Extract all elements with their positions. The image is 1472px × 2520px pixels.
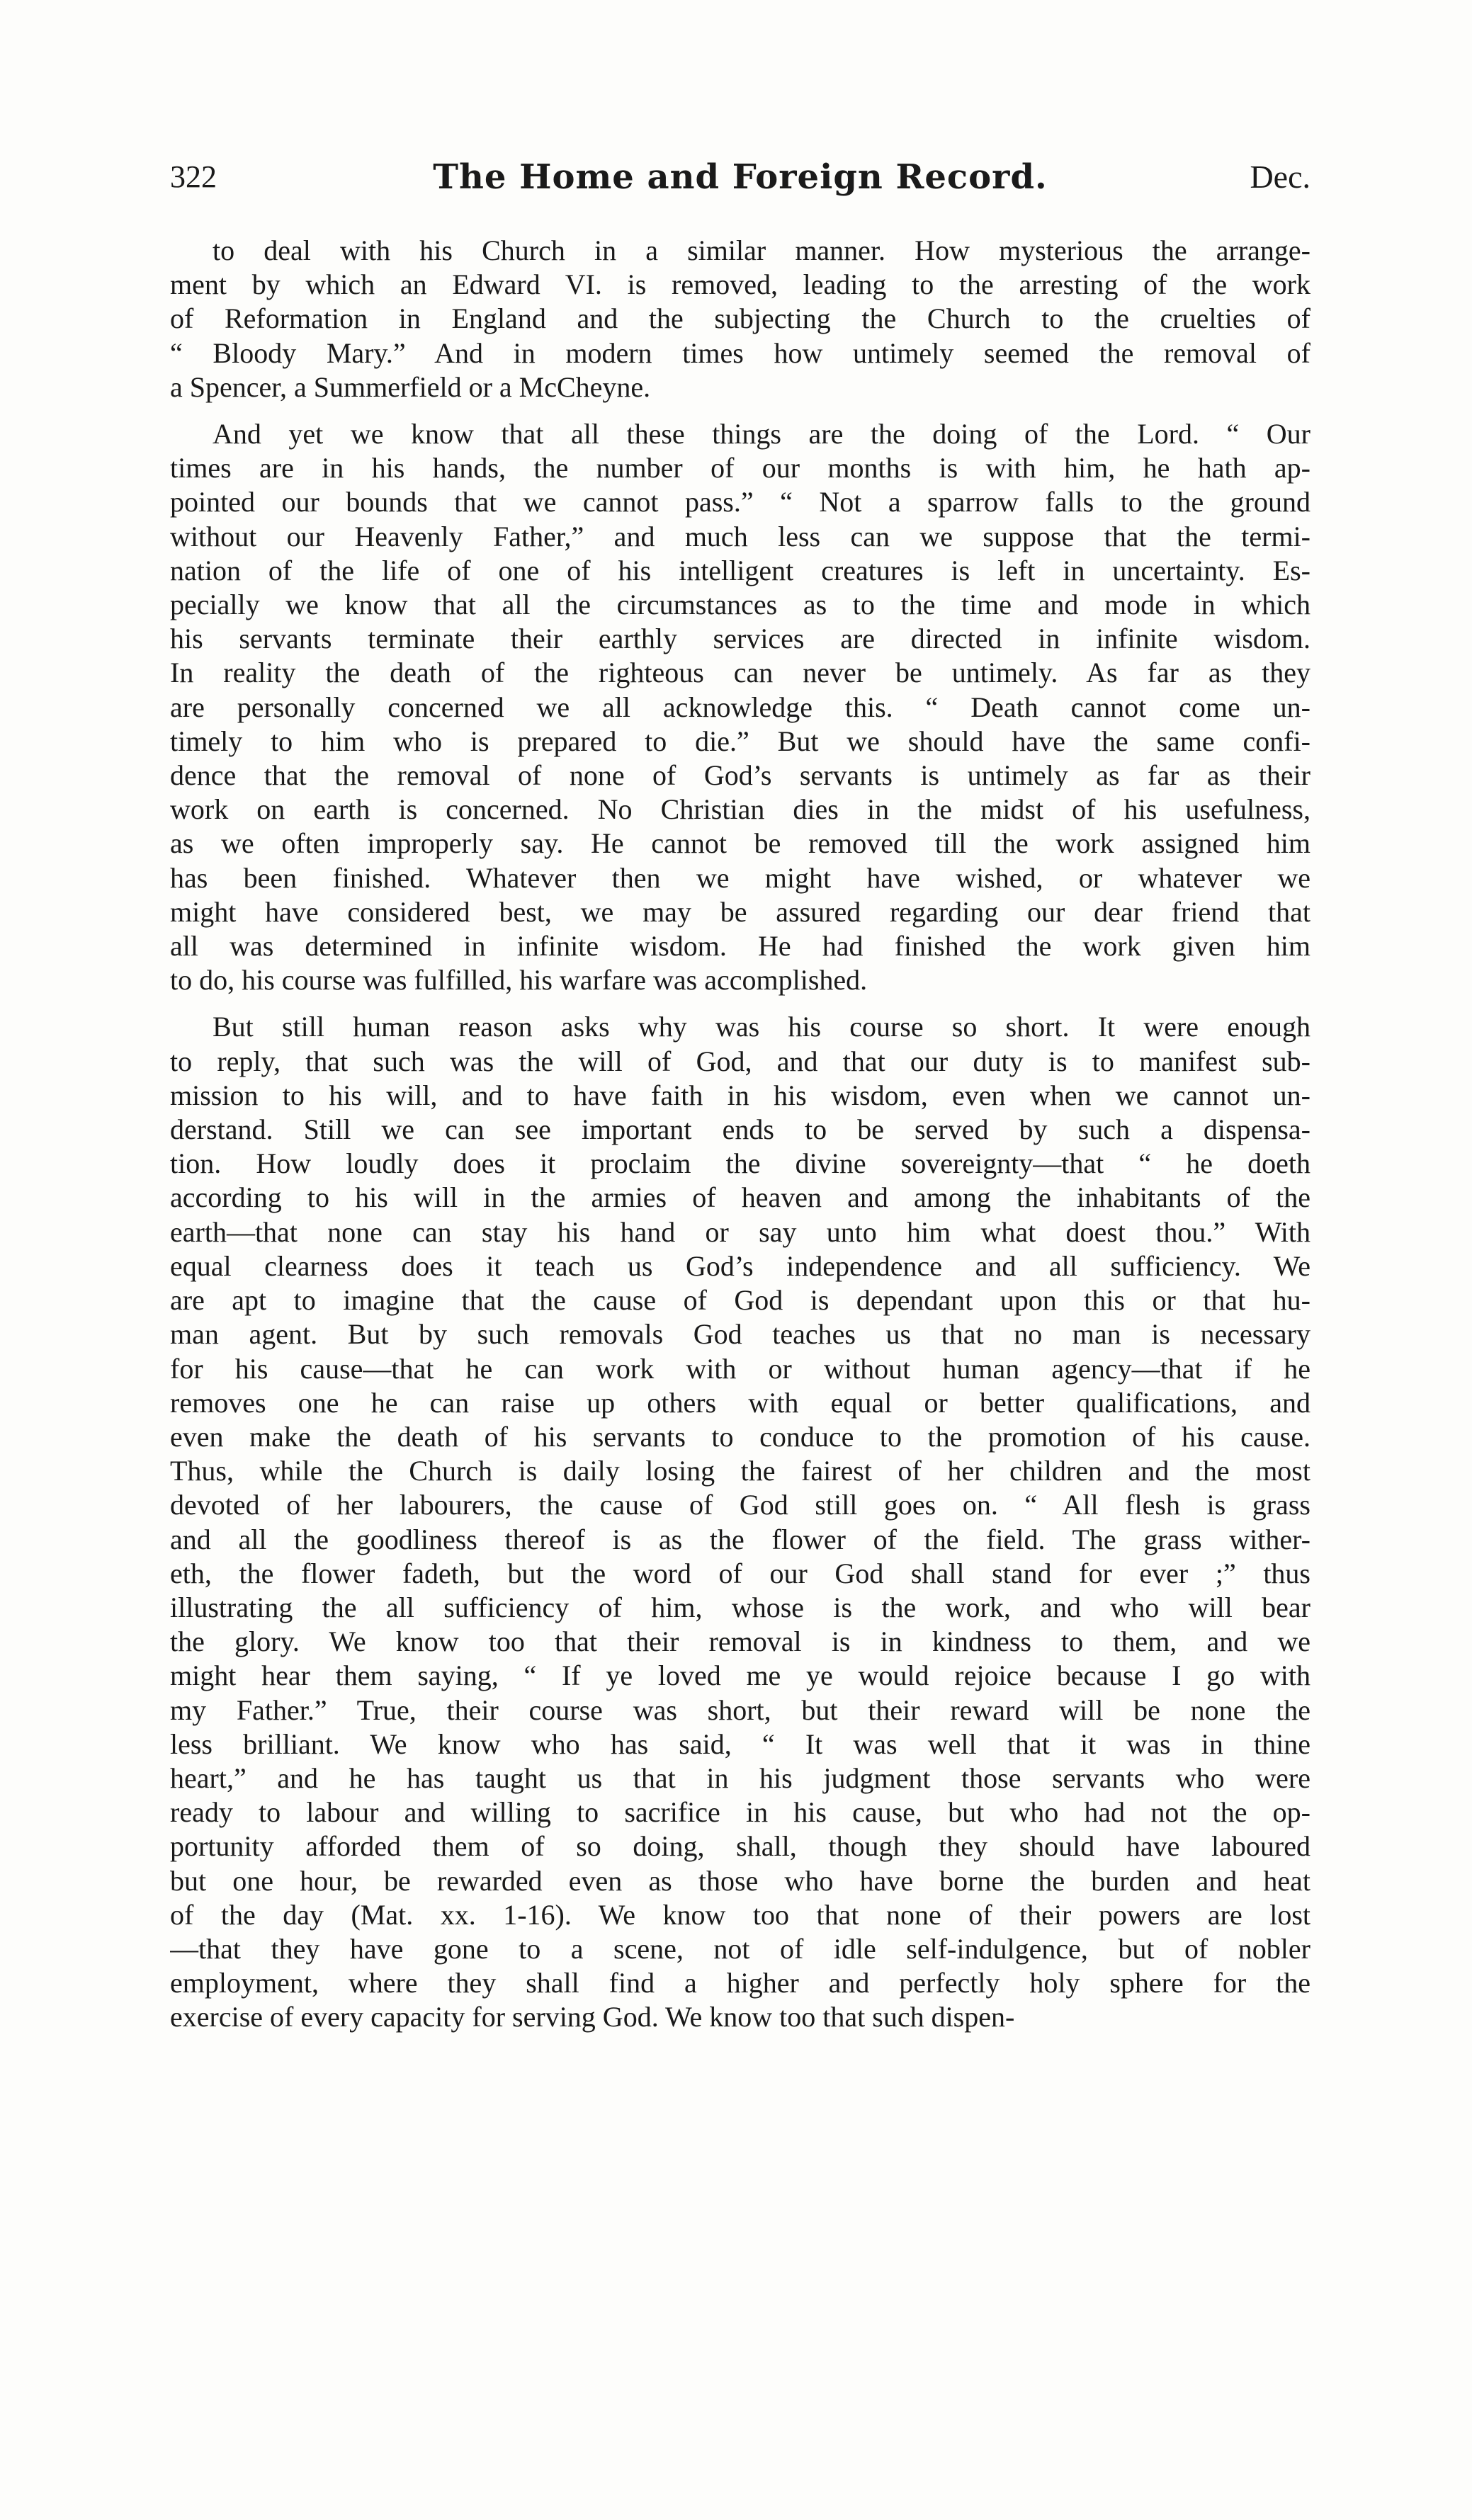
text-line: mission to his will, and to have faith in his wisdom, even when we cannot un-	[170, 1079, 1310, 1111]
text-line: devoted of her labourers, the cause of God still goes on. “ All flesh is grass	[170, 1489, 1310, 1521]
text-line: the glory. We know too that their removal is in kindness to them, and we	[170, 1625, 1310, 1658]
text-line: for his cause—that he can work with or without human agency—that if he	[170, 1352, 1310, 1385]
text-line: are apt to imagine that the cause of God is dependant upon this or that hu-	[170, 1284, 1310, 1317]
text-line: my Father.” True, their course was short, but their reward will be none the	[170, 1693, 1310, 1726]
text-line: work on earth is concerned. No Christian dies in the midst of his usefulness,	[170, 793, 1310, 826]
text-line: “ Bloody Mary.” And in modern times how untimely seemed the removal of	[170, 336, 1310, 369]
text-line: as we often improperly say. He cannot be removed till the work assigned him	[170, 827, 1310, 860]
text-line: removes one he can raise up others with equal or better qualifications, and	[170, 1386, 1310, 1419]
text-line: might hear them saying, “ If ye loved me ye would rejoice because I go with	[170, 1659, 1310, 1692]
text-line: his servants terminate their earthly services are directed in infinite wisdom.	[170, 623, 1310, 655]
paragraph	[170, 417, 1310, 997]
text-line: all was determined in infinite wisdom. He had finished the work given him	[170, 930, 1310, 963]
text-line: earth—that none can stay his hand or say unto him what doest thou.” With	[170, 1215, 1310, 1248]
text-line: illustrating the all sufficiency of him, whose is the work, and who will bear	[170, 1591, 1310, 1623]
text-line: according to his will in the armies of heaven and among the inhabitants of the	[170, 1181, 1310, 1214]
text-line: employment, where they shall find a higher and perfectly holy sphere for the	[170, 1967, 1310, 1999]
text-line: In reality the death of the righteous can never be untimely. As far as they	[170, 657, 1310, 689]
text-line: Thus, while the Church is daily losing the fairest of her children and the most	[170, 1455, 1310, 1487]
text-line: has been finished. Whatever then we might have wished, or whatever we	[170, 861, 1310, 894]
text-line: nation of the life of one of his intelligent creatures is left in uncertainty. Es-	[170, 554, 1310, 586]
text-line: pointed our bounds that we cannot pass.” “ Not a sparrow falls to the ground	[170, 486, 1310, 518]
text-line: —that they have gone to a scene, not of idle self-indulgence, but of nobler	[170, 1932, 1310, 1965]
text-line: man agent. But by such removals God teaches us that no man is necessary	[170, 1318, 1310, 1351]
issue-month: Dec.	[1250, 159, 1310, 195]
running-header	[170, 149, 1310, 205]
text-line: to do, his course was fulfilled, his warfare was accomplished.	[170, 964, 868, 997]
text-line: even make the death of his servants to conduce to the promotion of his cause.	[170, 1420, 1310, 1453]
text-line: to deal with his Church in a similar manner. How mysterious the arrange-	[213, 234, 1310, 266]
running-title: The Home and Foreign Record.	[433, 157, 1048, 197]
body-text	[170, 234, 1310, 2048]
text-line: tion. How loudly does it proclaim the divine sovereignty—that “ he doeth	[170, 1147, 1310, 1180]
text-line: are personally concerned we all acknowledge this. “ Death cannot come un-	[170, 691, 1310, 723]
text-line: ment by which an Edward VI. is removed, leading to the arresting of the work	[170, 268, 1310, 301]
text-line: might have considered best, we may be assured regarding our dear friend that	[170, 895, 1310, 928]
text-line: to reply, that such was the will of God, and that our duty is to manifest sub-	[170, 1045, 1310, 1077]
text-line: without our Heavenly Father,” and much less can we suppose that the termi-	[170, 520, 1310, 552]
paragraph	[170, 234, 1310, 404]
text-line: timely to him who is prepared to die.” But we should have the same confi-	[170, 725, 1310, 757]
text-line: But still human reason asks why was his course so short. It were enough	[213, 1011, 1310, 1043]
text-line: times are in his hands, the number of our months is with him, he hath ap-	[170, 452, 1310, 484]
text-line: less brilliant. We know who has said, “ It was well that it was in thine	[170, 1727, 1310, 1760]
paragraph	[170, 1010, 1310, 2034]
text-line: ready to labour and willing to sacrifice in his cause, but who had not the op-	[170, 1796, 1310, 1829]
text-line: exercise of every capacity for serving God. We know too that such dispen-	[170, 2001, 1015, 2033]
text-line: portunity afforded them of so doing, shall, though they should have laboured	[170, 1830, 1310, 1863]
text-line: a Spencer, a Summerfield or a McCheyne.	[170, 370, 651, 403]
text-line: dence that the removal of none of God’s servants is untimely as far as their	[170, 759, 1310, 792]
page-number: 322	[170, 159, 217, 194]
text-line: heart,” and he has taught us that in his judgment those servants who were	[170, 1761, 1310, 1794]
text-line: and all the goodliness thereof is as the flower of the field. The grass wither-	[170, 1523, 1310, 1555]
text-line: of Reformation in England and the subjecting the Church to the cruelties of	[170, 302, 1310, 335]
text-line: eth, the flower fadeth, but the word of our God shall stand for ever ;” thus	[170, 1557, 1310, 1589]
text-line: pecially we know that all the circumstances as to the time and mode in which	[170, 589, 1310, 621]
text-line: of the day (Mat. xx. 1-16). We know too that none of their powers are lost	[170, 1898, 1310, 1931]
text-line: derstand. Still we can see important ends to be served by such a dispensa-	[170, 1113, 1310, 1146]
text-line: And yet we know that all these things are the doing of the Lord. “ Our	[213, 418, 1310, 450]
text-line: equal clearness does it teach us God’s independence and all sufficiency. We	[170, 1249, 1310, 1282]
text-line: but one hour, be rewarded even as those who have borne the burden and heat	[170, 1864, 1310, 1897]
